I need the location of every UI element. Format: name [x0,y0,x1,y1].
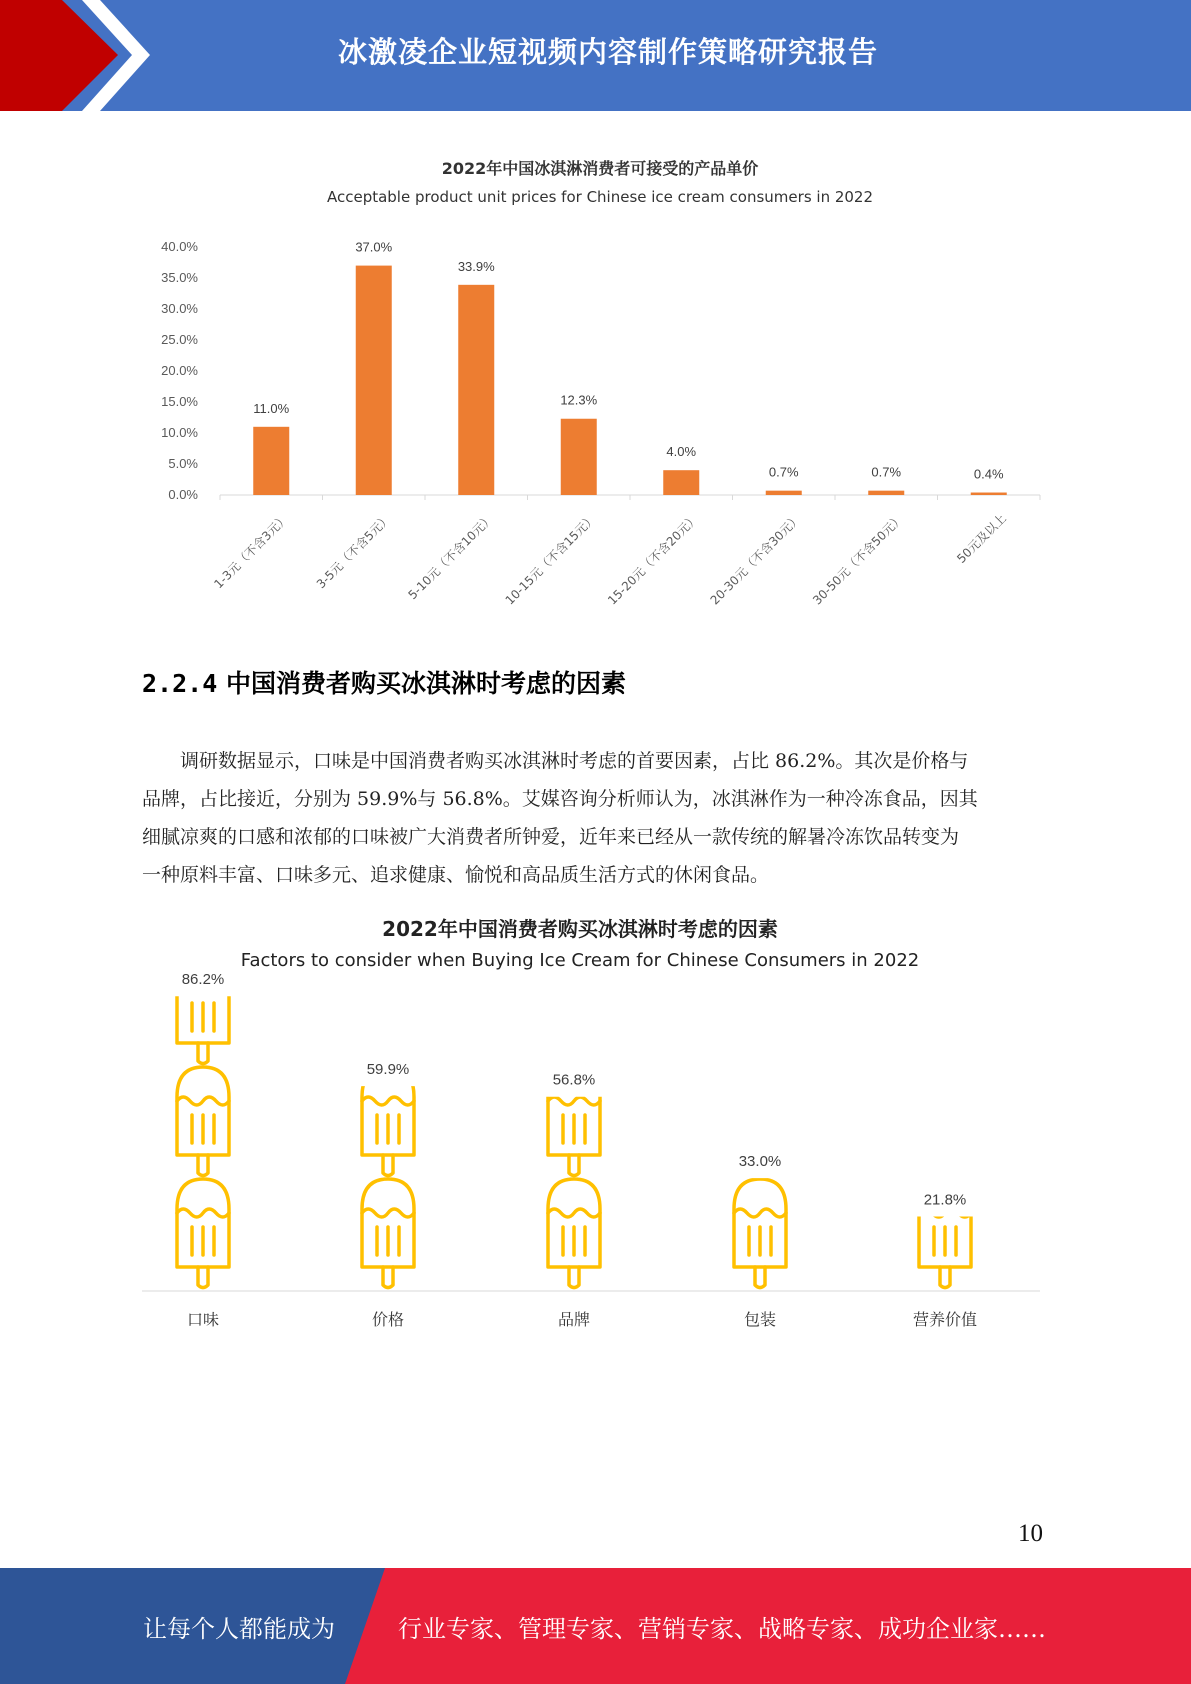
category-label: 营养价值 [912,1310,978,1329]
y-tick-label: 20.0% [161,363,198,378]
ice-cream-stick [755,1043,765,1064]
x-tick-label: 10-15元（不含15元） [502,511,599,608]
footer-slogan-left: 让每个人都能成为 [143,1614,335,1643]
y-tick-label: 15.0% [161,394,198,409]
bar [868,491,904,495]
paragraph-line: 一种原料丰富、口味多元、追求健康、愉悦和高品质生活方式的休闲食品。 [142,864,770,886]
y-tick-label: 0.0% [168,487,198,502]
category-label: 口味 [186,1310,220,1329]
data-label: 12.3% [560,392,598,408]
ice-cream-bar-icon [362,955,414,1288]
section-heading [142,664,626,700]
chart-title: 2022年中国冰淇淋消费者可接受的产品单价 [441,159,759,178]
section-title: 中国消费者购买冰淇淋时考虑的因素 [225,669,626,698]
ice-cream-drip [362,985,414,993]
ice-cream-stick [569,1155,579,1176]
ice-cream-stick [383,1155,393,1176]
y-tick-label: 5.0% [168,456,198,471]
x-tick-label: 20-30元（不含30元） [707,511,804,608]
body-paragraph [142,742,1048,894]
x-tick-label: 5-10元（不含10元） [405,511,497,603]
ice-cream-icon [362,955,414,1064]
data-label: 0.7% [871,464,902,480]
chart-subtitle: Acceptable product unit prices for Chinese ice cream consumers in 2022 [326,188,874,206]
ice-cream-icon [734,1179,786,1288]
data-label: 0.7% [768,464,799,480]
bar [253,427,289,495]
purchase-factors-chart [130,905,1050,1445]
ice-cream-drip [177,1097,229,1105]
bar [766,491,802,495]
ice-cream-icon [548,955,600,1064]
bar [663,470,699,495]
x-tick-label: 30-50元（不含50元） [810,511,907,608]
data-label: 21.8% [923,1191,967,1209]
ice-cream-body [734,1067,786,1155]
x-tick-label: 15-20元（不含20元） [605,511,702,608]
ice-cream-icon [177,1179,229,1288]
ice-cream-bar-icon [548,955,600,1288]
ice-cream-stick [940,1155,950,1176]
ice-cream-icon [177,1067,229,1176]
ice-cream-body [919,1067,971,1155]
ice-cream-bar-icon [919,955,971,1288]
ice-cream-stick [940,1043,950,1064]
ice-cream-stick [198,1043,208,1064]
data-label: 56.8% [552,1071,596,1089]
y-tick-label: 30.0% [161,301,198,316]
ice-cream-drip [734,985,786,993]
ice-cream-drip [177,1209,229,1217]
ice-cream-stick [569,1267,579,1288]
ice-cream-drip [734,1097,786,1105]
bar [458,285,494,495]
ice-cream-stick [755,1267,765,1288]
ice-cream-drip [548,1209,600,1217]
data-label: 33.0% [738,1153,782,1171]
ice-cream-icon [734,955,786,1064]
ice-cream-drip [919,1209,971,1217]
page-number: 10 [1018,1520,1043,1547]
data-label: 33.9% [457,258,495,274]
y-tick-label: 35.0% [161,270,198,285]
category-label: 价格 [371,1310,405,1329]
ice-cream-icon [919,1067,971,1176]
ice-cream-stick [198,1155,208,1176]
ice-cream-icon [362,1179,414,1288]
data-label: 11.0% [253,400,290,416]
data-label: 86.2% [181,971,225,989]
chart-title: 2022年中国消费者购买冰淇淋时考虑的因素 [382,917,778,941]
ice-cream-icon [548,1179,600,1288]
section-number: 2.2.4 [142,669,218,698]
data-label: 4.0% [666,444,697,460]
ice-cream-bar-icon [177,955,229,1288]
ice-cream-drip [919,1097,971,1105]
chart-subtitle: Factors to consider when Buying Ice Cream for Chinese Consumers in 2022 [240,950,920,971]
data-label: 59.9% [366,1061,410,1079]
ice-cream-stick [569,1043,579,1064]
y-tick-label: 25.0% [161,332,198,347]
x-tick-label: 50元及以上 [954,511,1009,566]
bar [971,493,1007,495]
unit-price-chart-svg [140,140,1060,630]
x-tick-label: 1-3元（不含3元） [211,511,292,592]
unit-price-chart [140,140,1060,630]
y-tick-label: 10.0% [161,425,198,440]
ice-cream-drip [919,985,971,993]
y-tick-label: 40.0% [161,239,198,254]
ice-cream-icon [362,1067,414,1176]
ice-cream-drip [548,985,600,993]
data-label: 37.0% [355,239,393,255]
ice-cream-stick [940,1267,950,1288]
page-footer [0,1568,1191,1684]
footer-slogan-right: 行业专家、管理专家、营销专家、战略专家、成功企业家…… [398,1614,1046,1643]
ice-cream-drip [362,1097,414,1105]
ice-cream-drip [362,1209,414,1217]
bar [561,419,597,495]
paragraph-line: 细腻凉爽的口感和浓郁的口味被广大消费者所钟爱，近年来已经从一款传统的解暑冷冻饮品转变为 [142,826,960,848]
category-label: 包装 [743,1310,777,1329]
data-label: 0.4% [973,466,1004,482]
page-header [0,0,1191,111]
ice-cream-drip [734,1209,786,1217]
purchase-factors-chart-svg [130,905,1050,1445]
paragraph-line: 调研数据显示，口味是中国消费者购买冰淇淋时考虑的首要因素，占比 86.2%。其次是价格与 [180,750,969,772]
x-tick-label: 3-5元（不含5元） [313,511,394,592]
category-label: 品牌 [557,1310,591,1329]
ice-cream-stick [383,1267,393,1288]
ice-cream-icon [919,955,971,1064]
report-title: 冰激凌企业短视频内容制作策略研究报告 [337,34,878,69]
bar [356,266,392,495]
ice-cream-stick [198,1267,208,1288]
paragraph-line: 品牌，占比接近，分别为 59.9%与 56.8%。艾媒咨询分析师认为，冰淇淋作为一种冷冻食品，因其 [142,788,978,810]
ice-cream-bar-icon [734,955,786,1288]
ice-cream-drip [548,1097,600,1105]
